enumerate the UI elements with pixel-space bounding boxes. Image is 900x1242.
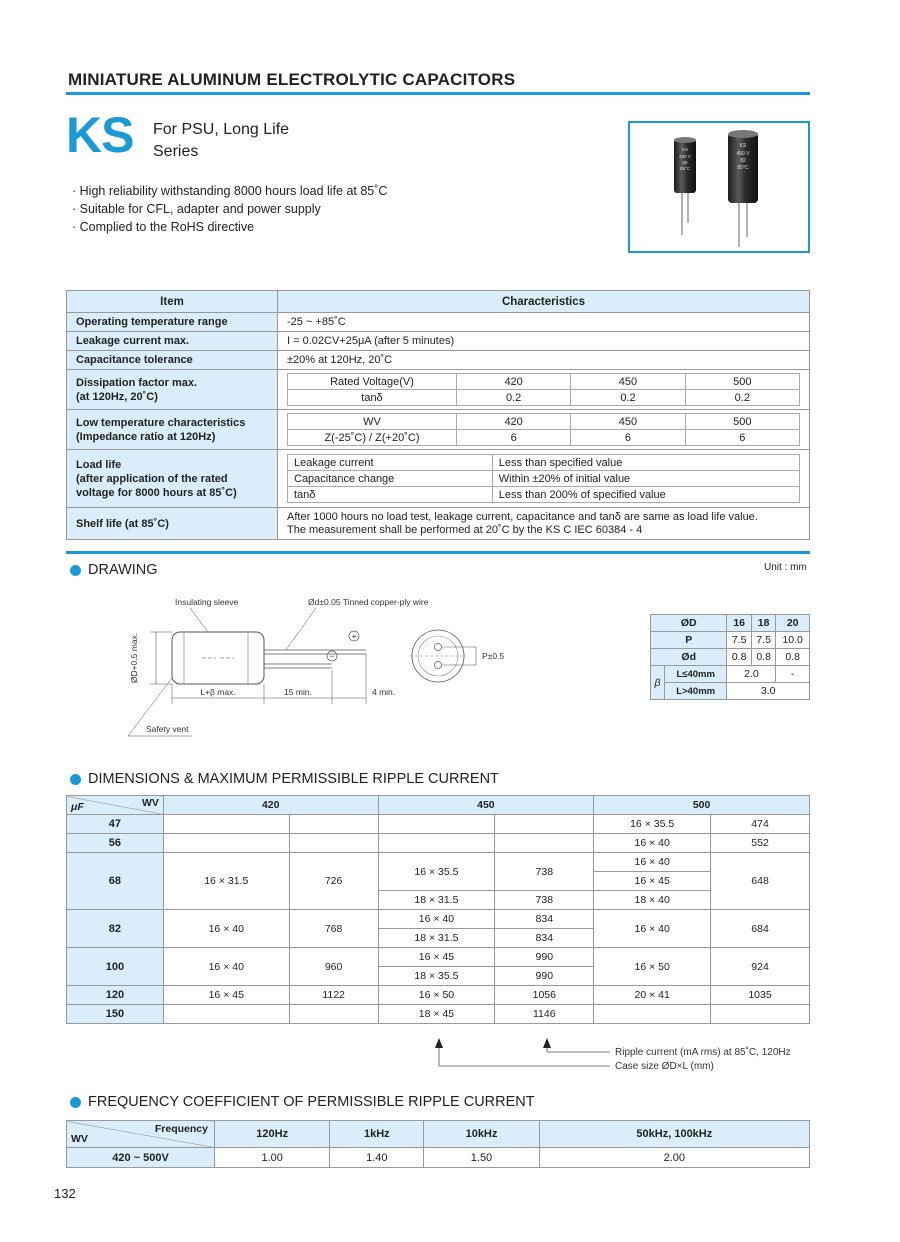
cell: 420 bbox=[456, 414, 570, 430]
spec-label-line: (at 120Hz, 20˚C) bbox=[76, 390, 158, 403]
cell: 420 bbox=[456, 374, 570, 390]
lead-min-label: 4 min. bbox=[372, 687, 396, 697]
cell: 0.8 bbox=[727, 649, 751, 666]
ripple-cell: 726 bbox=[289, 853, 378, 910]
section-rule bbox=[66, 551, 810, 554]
spec-value bbox=[278, 450, 810, 508]
cell: WV bbox=[288, 414, 457, 430]
cell: 0.8 bbox=[751, 649, 775, 666]
capacitance-cell: 82 bbox=[67, 910, 164, 948]
feature-item: · High reliability withstanding 8000 hours load life at 85˚C bbox=[72, 182, 387, 200]
cell: 16 bbox=[727, 615, 751, 632]
spec-label-line: Low temperature characteristics bbox=[76, 416, 246, 429]
plus-symbol: + bbox=[351, 631, 357, 641]
cell: 500 bbox=[685, 374, 799, 390]
frequency-table bbox=[66, 1120, 810, 1168]
wv-cell: 420 ~ 500V bbox=[67, 1148, 215, 1168]
spec-label bbox=[67, 410, 278, 450]
cell: P bbox=[651, 632, 727, 649]
dimension-drawing bbox=[120, 592, 620, 742]
case-size-cell: 16 × 40 bbox=[378, 910, 495, 929]
cell: 6 bbox=[456, 430, 570, 446]
cell: 18 bbox=[751, 615, 775, 632]
table-row bbox=[67, 910, 810, 929]
cell: L>40mm bbox=[665, 683, 727, 700]
lead-dimension-table bbox=[650, 614, 810, 700]
case-size-cell: 16 × 31.5 bbox=[163, 853, 289, 910]
low-temp-table bbox=[287, 413, 800, 446]
capacitance-cell: 47 bbox=[67, 815, 164, 834]
feature-list bbox=[72, 182, 387, 236]
cell: 0.2 bbox=[456, 390, 570, 406]
page-number: 132 bbox=[54, 1186, 76, 1201]
corner-wv: WV bbox=[71, 1133, 88, 1145]
frequency-header: 120Hz bbox=[215, 1121, 330, 1148]
spec-label: Capacitance tolerance bbox=[67, 351, 278, 370]
table-corner bbox=[67, 796, 164, 815]
case-size-cell: 18 × 31.5 bbox=[378, 929, 495, 948]
minus-symbol: − bbox=[329, 651, 335, 661]
frequency-header: 50kHz, 100kHz bbox=[539, 1121, 809, 1148]
case-size-cell: 16 × 45 bbox=[378, 948, 495, 967]
corner-wv: WV bbox=[141, 797, 159, 809]
spec-label-line: Load life bbox=[76, 458, 122, 471]
cell: Rated Voltage(V) bbox=[288, 374, 457, 390]
ripple-cell: 924 bbox=[711, 948, 810, 986]
vent-label: Safety vent bbox=[146, 724, 189, 734]
spec-value-line: The measurement shall be performed at 20˚C by the KS C IEC 60384 - 4 bbox=[287, 523, 643, 536]
product-photo bbox=[628, 121, 810, 253]
frequency-header: 10kHz bbox=[424, 1121, 539, 1148]
drawing-heading bbox=[70, 562, 158, 578]
lead-min-label: 15 min. bbox=[284, 687, 312, 697]
ripple-cell: 834 bbox=[495, 910, 594, 929]
cap-marking: 68 bbox=[682, 160, 688, 165]
capacitance-cell: 150 bbox=[67, 1005, 164, 1024]
spec-value: I = 0.02CV+25μA (after 5 minutes) bbox=[278, 332, 810, 351]
cell: 6 bbox=[685, 430, 799, 446]
cell: 450 bbox=[571, 414, 685, 430]
cell: Capacitance change bbox=[288, 471, 493, 487]
cell: Less than 200% of specified value bbox=[492, 487, 799, 503]
coefficient-cell: 1.40 bbox=[330, 1148, 424, 1168]
case-size-cell: 16 × 40 bbox=[163, 948, 289, 986]
pitch-label: P±0.5 bbox=[482, 651, 505, 661]
cell: 20 bbox=[776, 615, 810, 632]
dissipation-table bbox=[287, 373, 800, 406]
spec-header-item: Item bbox=[67, 291, 278, 313]
table-row bbox=[67, 1148, 810, 1168]
cap-marking: 450 V bbox=[736, 151, 750, 157]
cell: 500 bbox=[685, 414, 799, 430]
cell: 10.0 bbox=[776, 632, 810, 649]
case-size-cell: 16 × 35.5 bbox=[594, 815, 711, 834]
cell: ØD bbox=[651, 615, 727, 632]
cell: Z(-25˚C) / Z(+20˚C) bbox=[288, 430, 457, 446]
cell: Ød bbox=[651, 649, 727, 666]
table-row bbox=[67, 1005, 810, 1024]
cell: β bbox=[651, 666, 665, 700]
feature-item: · Suitable for CFL, adapter and power supply bbox=[72, 200, 387, 218]
table-row bbox=[67, 986, 810, 1005]
cell: 3.0 bbox=[727, 683, 810, 700]
dimensions-table bbox=[66, 795, 810, 1024]
spec-label-line: voltage for 8000 hours at 85˚C) bbox=[76, 486, 237, 499]
series-code: KS bbox=[66, 107, 134, 163]
cap-marking: 85°C bbox=[679, 166, 691, 171]
cell: tanδ bbox=[288, 390, 457, 406]
cell: Leakage current bbox=[288, 455, 493, 471]
cell: 7.5 bbox=[727, 632, 751, 649]
sleeve-label: Insulating sleeve bbox=[175, 597, 239, 607]
unit-label: Unit : mm bbox=[764, 562, 807, 573]
capacitance-cell: 56 bbox=[67, 834, 164, 853]
legend-ripple: Ripple current (mA rms) at 85˚C, 120Hz bbox=[615, 1047, 791, 1058]
voltage-header: 500 bbox=[594, 796, 810, 815]
spec-label: Leakage current max. bbox=[67, 332, 278, 351]
frequency-header: 1kHz bbox=[330, 1121, 424, 1148]
ripple-cell: 834 bbox=[495, 929, 594, 948]
series-line-1: For PSU, Long Life bbox=[153, 121, 290, 138]
load-life-table bbox=[287, 454, 800, 503]
legend-case: Case size ØD×L (mm) bbox=[615, 1061, 714, 1072]
spec-label: Operating temperature range bbox=[67, 313, 278, 332]
case-size-cell: 16 × 40 bbox=[594, 853, 711, 872]
ripple-cell: 960 bbox=[289, 948, 378, 986]
section-title: DRAWING bbox=[88, 562, 158, 578]
capacitance-cell: 120 bbox=[67, 986, 164, 1005]
corner-uf: μF bbox=[71, 801, 84, 813]
frequency-heading bbox=[70, 1094, 535, 1110]
spec-value: ±20% at 120Hz, 20˚C bbox=[278, 351, 810, 370]
brand-mark: KS bbox=[739, 143, 747, 149]
capacitor-illustration bbox=[630, 123, 808, 251]
spec-label-line: (after application of the rated bbox=[76, 472, 228, 485]
feature-item: · Complied to the RoHS directive bbox=[72, 218, 387, 236]
cell: Less than specified value bbox=[492, 455, 799, 471]
case-size-cell: 16 × 40 bbox=[594, 834, 711, 853]
case-size-cell: 18 × 45 bbox=[378, 1005, 495, 1024]
case-size-cell: 16 × 35.5 bbox=[378, 853, 495, 891]
spec-header-characteristics: Characteristics bbox=[278, 291, 810, 313]
voltage-header: 450 bbox=[378, 796, 594, 815]
ripple-cell: 768 bbox=[289, 910, 378, 948]
spec-value bbox=[278, 370, 810, 410]
series-description bbox=[153, 119, 289, 163]
spec-label-line: (Impedance ratio at 120Hz) bbox=[76, 430, 216, 443]
spec-value bbox=[278, 508, 810, 540]
case-size-cell: 16 × 45 bbox=[163, 986, 289, 1005]
cap-marking: 82 bbox=[740, 158, 746, 164]
dimensions-heading bbox=[70, 771, 499, 787]
cell: - bbox=[776, 666, 810, 683]
brand-mark: KS bbox=[681, 147, 689, 152]
cell: 450 bbox=[571, 374, 685, 390]
case-size-cell: 16 × 45 bbox=[594, 872, 711, 891]
corner-frequency: Frequency bbox=[154, 1123, 208, 1135]
spec-value bbox=[278, 410, 810, 450]
ripple-cell: 990 bbox=[495, 948, 594, 967]
cap-marking: 420 V bbox=[679, 154, 691, 159]
case-size-cell: 16 × 50 bbox=[378, 986, 495, 1005]
case-size-cell: 16 × 50 bbox=[594, 948, 711, 986]
case-size-cell: 18 × 35.5 bbox=[378, 967, 495, 986]
bullet-icon bbox=[70, 774, 81, 785]
ripple-cell: 474 bbox=[711, 815, 810, 834]
coefficient-cell: 1.50 bbox=[424, 1148, 539, 1168]
ripple-cell: 990 bbox=[495, 967, 594, 986]
ripple-cell: 1122 bbox=[289, 986, 378, 1005]
coefficient-cell: 1.00 bbox=[215, 1148, 330, 1168]
ripple-cell: 684 bbox=[711, 910, 810, 948]
cell: 2.0 bbox=[727, 666, 776, 683]
spec-value: -25 ~ +85˚C bbox=[278, 313, 810, 332]
capacitance-cell: 68 bbox=[67, 853, 164, 910]
case-size-cell: 20 × 41 bbox=[594, 986, 711, 1005]
section-title: FREQUENCY COEFFICIENT OF PERMISSIBLE RIPPLE CURRENT bbox=[88, 1094, 535, 1110]
ripple-cell: 1056 bbox=[495, 986, 594, 1005]
ripple-cell: 1035 bbox=[711, 986, 810, 1005]
ripple-cell: 648 bbox=[711, 853, 810, 910]
section-title: DIMENSIONS & MAXIMUM PERMISSIBLE RIPPLE CURRENT bbox=[88, 771, 499, 787]
spec-label: Shelf life (at 85˚C) bbox=[67, 508, 278, 540]
cell: 0.8 bbox=[776, 649, 810, 666]
case-size-cell: 16 × 40 bbox=[163, 910, 289, 948]
spec-label bbox=[67, 370, 278, 410]
series-line-2: Series bbox=[153, 143, 199, 160]
ripple-cell: 552 bbox=[711, 834, 810, 853]
bullet-icon bbox=[70, 1097, 81, 1108]
cell: 0.2 bbox=[685, 390, 799, 406]
spec-table bbox=[66, 290, 810, 540]
title-rule bbox=[66, 92, 810, 95]
cell: L≤40mm bbox=[665, 666, 727, 683]
cap-marking: 85°C bbox=[737, 165, 749, 171]
ripple-cell: 1146 bbox=[495, 1005, 594, 1024]
voltage-header: 420 bbox=[163, 796, 378, 815]
table-row bbox=[67, 853, 810, 872]
bullet-icon bbox=[70, 565, 81, 576]
spec-value-line: After 1000 hours no load test, leakage current, capacitance and tanδ are same as load life value. bbox=[287, 510, 758, 523]
coefficient-cell: 2.00 bbox=[539, 1148, 809, 1168]
ripple-cell: 738 bbox=[495, 853, 594, 891]
case-size-cell: 18 × 31.5 bbox=[378, 891, 495, 910]
spec-label bbox=[67, 450, 278, 508]
diameter-label: ØD+0.5 max. bbox=[129, 632, 139, 684]
table-row bbox=[67, 834, 810, 853]
capacitance-cell: 100 bbox=[67, 948, 164, 986]
cell: 7.5 bbox=[751, 632, 775, 649]
cell: Within ±20% of initial value bbox=[492, 471, 799, 487]
case-size-cell: 16 × 40 bbox=[594, 910, 711, 948]
cell: tanδ bbox=[288, 487, 493, 503]
wire-label: Ød±0.05 Tinned copper-ply wire bbox=[308, 597, 429, 607]
cell: 6 bbox=[571, 430, 685, 446]
table-row bbox=[67, 815, 810, 834]
table-corner bbox=[67, 1121, 215, 1148]
page-title: MINIATURE ALUMINUM ELECTROLYTIC CAPACITORS bbox=[68, 70, 516, 89]
table-legend bbox=[420, 1036, 820, 1076]
ripple-cell: 738 bbox=[495, 891, 594, 910]
table-row bbox=[67, 948, 810, 967]
cell: 0.2 bbox=[571, 390, 685, 406]
case-size-cell: 18 × 40 bbox=[594, 891, 711, 910]
spec-label-line: Dissipation factor max. bbox=[76, 376, 198, 389]
length-label: L+β max. bbox=[200, 687, 236, 697]
